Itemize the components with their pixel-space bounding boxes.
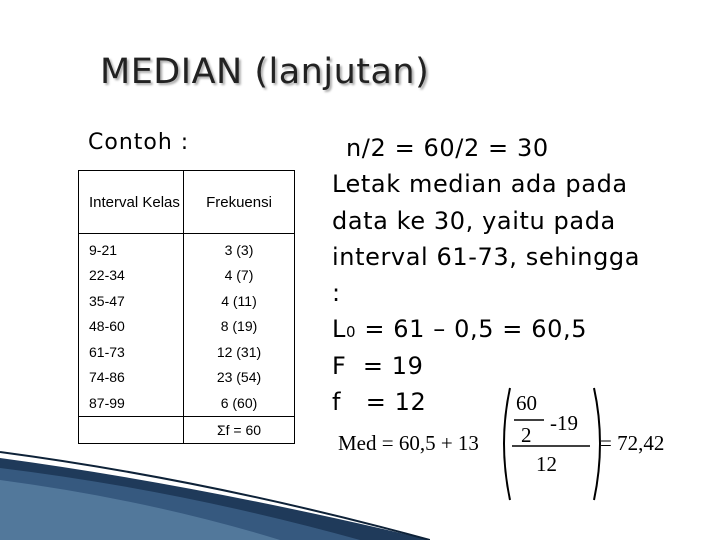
frequency-cell: 23 (54) — [184, 365, 295, 391]
explanation-line: data ke 30, yaitu pada — [332, 206, 616, 235]
interval-cell: 48-60 — [79, 314, 184, 340]
interval-cell: 35-47 — [79, 288, 184, 314]
table-row — [79, 234, 295, 263]
formula-numerator-top: 60 — [516, 391, 537, 415]
formula-denominator: 12 — [536, 452, 557, 476]
formula-result: = 72,42 — [600, 431, 665, 455]
frequency-cell: 6 (60) — [184, 390, 295, 416]
explanation-line: F = 19 — [332, 351, 424, 380]
table-row — [79, 365, 295, 391]
header-frequency: Frekuensi — [184, 171, 295, 234]
table-row — [79, 288, 295, 314]
table-row — [79, 390, 295, 416]
formula-lhs: Med = 60,5 + 13 — [338, 431, 479, 455]
table-row — [79, 263, 295, 289]
header-interval: Interval Kelas — [79, 171, 184, 234]
interval-cell: 22-34 — [79, 263, 184, 289]
frequency-cell: 8 (19) — [184, 314, 295, 340]
table-row — [79, 339, 295, 365]
frequency-table — [78, 170, 295, 444]
formula-numerator-denom: 2 — [521, 423, 532, 447]
slide-title: MEDIAN (lanjutan) — [100, 52, 430, 92]
left-bracket-icon — [504, 388, 510, 500]
table-row — [79, 314, 295, 340]
frequency-cell: 4 (11) — [184, 288, 295, 314]
explanation-line: f = 12 — [332, 388, 427, 417]
total-cell: Σf = 60 — [184, 416, 295, 443]
formula-minus: -19 — [550, 411, 578, 435]
total-empty-cell — [79, 416, 184, 443]
example-label: Contoh : — [88, 130, 190, 155]
explanation-line: : — [332, 279, 341, 308]
explanation-text — [332, 130, 640, 420]
frequency-cell: 3 (3) — [184, 234, 295, 263]
interval-cell: 74-86 — [79, 365, 184, 391]
table-header-row — [79, 171, 295, 234]
decorative-swoosh-icon — [0, 440, 430, 540]
table-total-row — [79, 416, 295, 443]
interval-cell: 61-73 — [79, 339, 184, 365]
explanation-line: Letak median ada pada — [332, 170, 628, 199]
explanation-line: n/2 = 60/2 = 30 — [346, 134, 549, 162]
interval-cell: 87-99 — [79, 390, 184, 416]
explanation-line-lo: L0 = 61 – 0,5 = 60,5 — [332, 315, 588, 344]
interval-cell: 9-21 — [79, 234, 184, 263]
frequency-cell: 12 (31) — [184, 339, 295, 365]
explanation-line: interval 61-73, sehingga — [332, 242, 641, 271]
frequency-cell: 4 (7) — [184, 263, 295, 289]
